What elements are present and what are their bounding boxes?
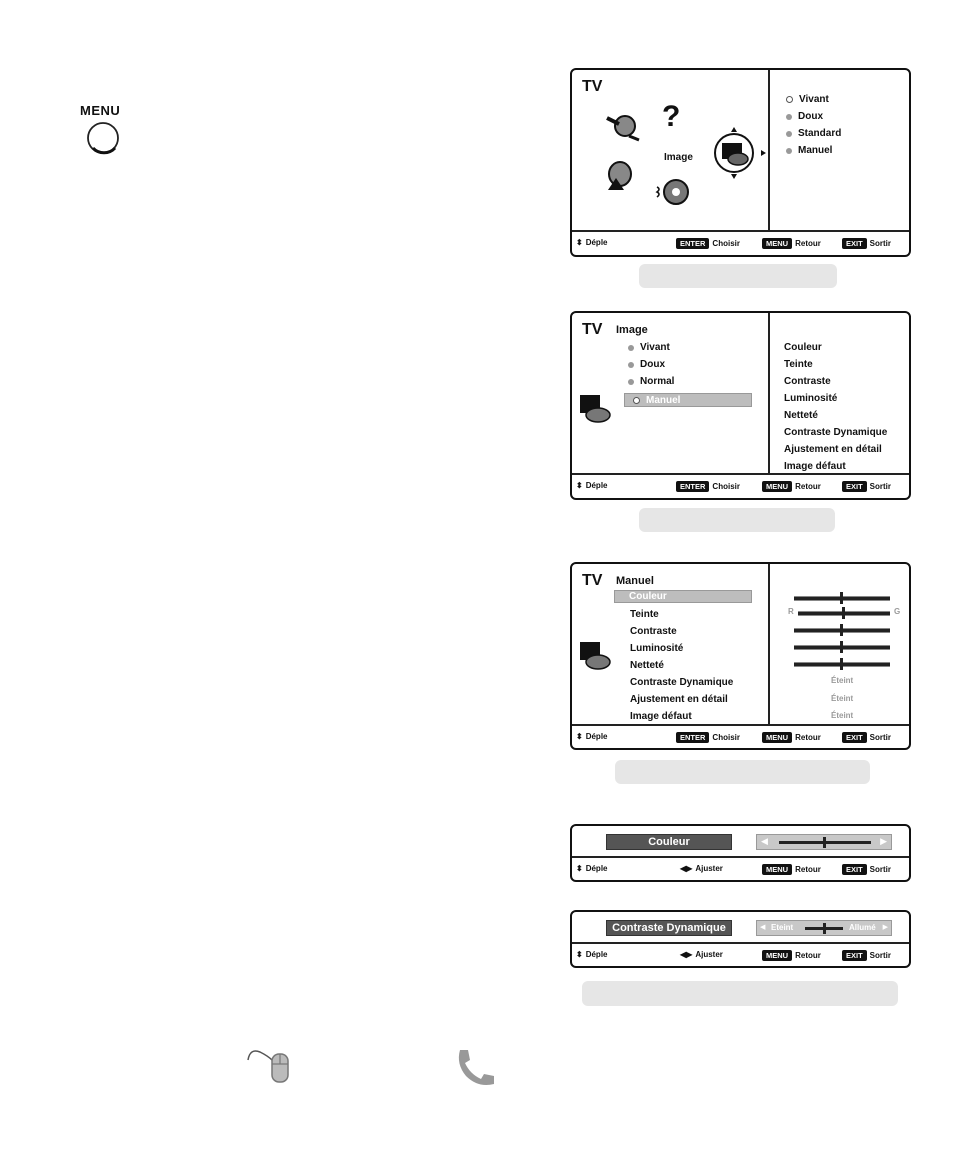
item-label: Couleur — [629, 591, 667, 602]
radio-dot-icon — [633, 397, 640, 404]
item-luminosite[interactable] — [630, 643, 683, 654]
footer-move — [576, 481, 608, 490]
item-label: Ajustement en détail — [784, 444, 882, 455]
exit-key: EXIT — [842, 238, 867, 249]
picture-selected-icon[interactable] — [712, 125, 768, 186]
option-label: Vivant — [799, 94, 829, 105]
footer-exit-label: Sortir — [869, 951, 892, 960]
item-label: Contraste — [630, 626, 677, 637]
radio-dot-icon — [786, 96, 793, 103]
g-label: G — [894, 607, 901, 616]
adjust-toggle-bar[interactable] — [756, 920, 892, 936]
radio-dot-icon — [786, 148, 792, 154]
footer-enter[interactable] — [676, 732, 740, 743]
exit-key: EXIT — [842, 481, 867, 492]
caption-placeholder — [639, 264, 837, 288]
slider-knob[interactable] — [840, 624, 843, 636]
footer-move-label: Déple — [585, 950, 608, 959]
option-label: Vivant — [640, 342, 670, 353]
phone-icon — [454, 1046, 498, 1095]
radio-dot-icon — [786, 114, 792, 120]
item-ajustement[interactable] — [630, 694, 728, 705]
slider-couleur[interactable] — [794, 596, 890, 601]
exit-key: EXIT — [842, 864, 867, 875]
footer-enter[interactable] — [676, 238, 740, 249]
left-right-arrow-icon: ◀▶ — [680, 950, 693, 959]
footer-adjust-label: Ajuster — [695, 950, 723, 959]
item-couleur[interactable] — [784, 342, 822, 353]
footer-exit[interactable] — [842, 864, 891, 875]
option-label: Manuel — [646, 394, 681, 406]
slider-nettete[interactable] — [794, 662, 890, 667]
footer-move — [576, 238, 608, 247]
menu-title: Manuel — [616, 575, 654, 587]
item-image-defaut[interactable] — [630, 711, 692, 722]
item-luminosite[interactable] — [784, 393, 837, 404]
right-arrow-icon[interactable]: ▶ — [880, 836, 887, 846]
option-manuel[interactable] — [786, 145, 832, 156]
radio-dot-icon — [628, 379, 634, 385]
screen-contraste-dynamique-adjust — [570, 910, 911, 968]
footer-exit-label: Sortir — [869, 239, 892, 248]
item-label: Netteté — [630, 660, 664, 671]
radio-dot-icon — [628, 362, 634, 368]
option-label: Standard — [798, 128, 842, 139]
sound-disc-icon[interactable] — [654, 175, 690, 214]
exit-key: EXIT — [842, 950, 867, 961]
right-arrow-icon[interactable]: ▶ — [882, 924, 888, 931]
caption-placeholder — [639, 508, 835, 532]
item-label: Teinte — [630, 609, 659, 620]
item-teinte[interactable] — [784, 359, 813, 370]
left-arrow-icon[interactable]: ◀ — [760, 924, 766, 931]
tv-label: TV — [582, 78, 603, 95]
item-contraste[interactable] — [630, 626, 677, 637]
screen-image-menu — [570, 311, 911, 500]
footer-adjust-label: Ajuster — [695, 864, 723, 873]
menu-title: Image — [616, 324, 648, 336]
exit-key: EXIT — [842, 732, 867, 743]
screen-couleur-adjust — [570, 824, 911, 882]
footer-move-label: Déple — [585, 732, 608, 741]
footer-menu[interactable] — [762, 238, 821, 249]
option-label: Normal — [640, 376, 675, 387]
option-label: Doux — [640, 359, 665, 370]
footer-exit[interactable] — [842, 238, 891, 249]
option-doux[interactable] — [628, 359, 665, 370]
screen-main-menu — [570, 68, 911, 257]
item-label: Image défaut — [630, 711, 692, 722]
option-standard[interactable] — [786, 128, 841, 139]
option-vivant[interactable] — [786, 94, 829, 105]
left-right-arrow-icon: ◀▶ — [680, 864, 693, 873]
option-normal[interactable] — [628, 376, 674, 387]
picture-icon — [578, 393, 612, 430]
option-vivant[interactable] — [628, 342, 670, 353]
adjust-label: Contraste Dynamique — [606, 920, 732, 936]
slider-teinte[interactable] — [798, 611, 890, 616]
menu-key: MENU — [762, 864, 792, 875]
enter-key: ENTER — [676, 732, 709, 743]
toggle-auto-label: Allumé — [849, 923, 876, 932]
footer-back-label: Retour — [795, 733, 821, 742]
item-label: Luminosité — [630, 643, 684, 654]
menu-button-icon[interactable] — [85, 120, 121, 156]
footer-choose-label: Choisir — [712, 482, 740, 491]
caption-placeholder — [582, 981, 898, 1006]
mouse-icon — [246, 1046, 292, 1091]
item-label: Couleur — [784, 342, 822, 353]
picture-icon — [578, 640, 612, 677]
footer-adjust — [680, 864, 723, 873]
enter-key: ENTER — [676, 481, 709, 492]
item-contraste-dynamique[interactable] — [784, 427, 887, 438]
up-down-arrow-icon: ⬍ — [576, 238, 583, 247]
footer-back-label: Retour — [795, 239, 821, 248]
footer-choose-label: Choisir — [712, 239, 740, 248]
item-label: Teinte — [784, 359, 813, 370]
footer-exit[interactable] — [842, 481, 891, 492]
adjust-label: Couleur — [606, 834, 732, 850]
radio-dot-icon — [628, 345, 634, 351]
item-nettete[interactable] — [784, 410, 818, 421]
up-down-arrow-icon: ⬍ — [576, 732, 583, 741]
footer-move — [576, 864, 608, 873]
slider-knob[interactable] — [823, 837, 826, 848]
help-question-icon[interactable]: ? — [662, 100, 681, 133]
item-label: Ajustement en détail — [630, 694, 728, 705]
footer-move-label: Déple — [585, 238, 608, 247]
item-teinte[interactable] — [630, 609, 659, 620]
footer-back-label: Retour — [795, 865, 821, 874]
footer-enter[interactable] — [676, 481, 740, 492]
item-nettete[interactable] — [630, 660, 664, 671]
item-label: Image défaut — [784, 461, 846, 472]
option-doux[interactable] — [786, 111, 823, 122]
up-down-arrow-icon: ⬍ — [576, 481, 583, 490]
item-couleur-selected[interactable] — [614, 590, 752, 603]
satellite-dish-icon[interactable] — [602, 160, 634, 199]
footer-exit-label: Sortir — [869, 733, 892, 742]
slider-knob[interactable] — [840, 592, 843, 604]
footer-menu[interactable] — [762, 481, 821, 492]
enter-key: ENTER — [676, 238, 709, 249]
settings-wrench-icon[interactable] — [605, 110, 641, 147]
slider-knob[interactable] — [842, 607, 845, 619]
adjust-slider-bar[interactable] — [756, 834, 892, 850]
slider-luminosite[interactable] — [794, 645, 890, 650]
item-contraste[interactable] — [784, 376, 831, 387]
toggle-off-label: Eteint — [771, 923, 794, 932]
menu-key: MENU — [762, 732, 792, 743]
item-label: Contraste Dynamique — [630, 677, 734, 688]
footer-menu[interactable] — [762, 950, 821, 961]
menu-key: MENU — [762, 950, 792, 961]
item-image-defaut[interactable] — [784, 461, 846, 472]
up-down-arrow-icon: ⬍ — [576, 864, 583, 873]
footer-adjust — [680, 950, 723, 959]
footer-exit-label: Sortir — [869, 865, 892, 874]
slider-knob[interactable] — [823, 923, 826, 934]
footer-move — [576, 950, 608, 959]
slider-contraste[interactable] — [794, 628, 890, 633]
slider-knob[interactable] — [840, 641, 843, 653]
tv-label: TV — [582, 572, 603, 589]
item-contraste-dynamique[interactable] — [630, 677, 733, 688]
footer-menu[interactable] — [762, 732, 821, 743]
footer-choose-label: Choisir — [712, 733, 740, 742]
value-off: Éteint — [831, 676, 854, 685]
item-label: Contraste Dynamique — [784, 427, 888, 438]
item-label: Netteté — [784, 410, 818, 421]
footer-exit[interactable] — [842, 732, 891, 743]
menu-key: MENU — [762, 238, 792, 249]
slider-knob[interactable] — [840, 658, 843, 670]
footer-menu[interactable] — [762, 864, 821, 875]
item-label: Luminosité — [784, 393, 838, 404]
option-label: Doux — [798, 111, 823, 122]
option-manuel-selected[interactable] — [624, 393, 752, 407]
image-menu-label: Image — [664, 152, 693, 163]
left-arrow-icon[interactable]: ◀ — [761, 836, 768, 846]
screen-manuel-menu — [570, 562, 911, 750]
menu-key: MENU — [762, 481, 792, 492]
menu-button-label: MENU — [80, 103, 121, 118]
up-down-arrow-icon: ⬍ — [576, 950, 583, 959]
tv-label: TV — [582, 321, 603, 338]
radio-dot-icon — [786, 131, 792, 137]
r-label: R — [788, 607, 794, 616]
option-label: Manuel — [798, 145, 833, 156]
item-label: Contraste — [784, 376, 831, 387]
caption-placeholder — [615, 760, 870, 784]
footer-move-label: Déple — [585, 864, 608, 873]
footer-exit[interactable] — [842, 950, 891, 961]
value-off: Éteint — [831, 694, 854, 703]
footer-exit-label: Sortir — [869, 482, 892, 491]
footer-move-label: Déple — [585, 481, 608, 490]
footer-move — [576, 732, 608, 741]
footer-back-label: Retour — [795, 951, 821, 960]
value-off: Éteint — [831, 711, 854, 720]
footer-back-label: Retour — [795, 482, 821, 491]
item-ajustement[interactable] — [784, 444, 882, 455]
